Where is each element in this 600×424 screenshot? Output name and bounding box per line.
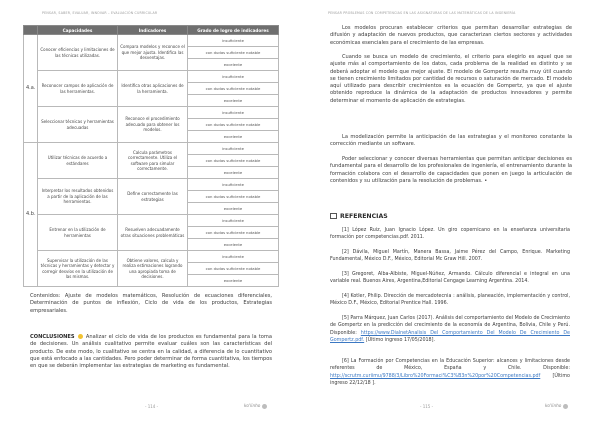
capacity-cell: Seleccionar técnicas y herramientas adecuadas: [38, 107, 118, 143]
level-cell: excelente: [188, 239, 279, 251]
reference-item: [2] Dávila, Miguel Martín, Manera Bassa, Jaime Pérez del Campo, Enrique. Marketing Fundamental, México D.F., México, Editorial Mc Graw Hill. 2007.: [330, 250, 570, 263]
capacities-table: [23, 25, 279, 287]
level-cell: con dudas suficiente notable: [188, 119, 279, 131]
reference-item: [330, 315, 570, 344]
level-cell: insuficiente: [188, 251, 279, 263]
reference-item: [1] López Ruiz, Juan Ignacio López. Un giro copernicano en la enseñanza universitaria formación por competencias.pdf. 2011.: [330, 228, 570, 241]
level-cell: insuficiente: [188, 179, 279, 191]
bulb-icon: [78, 334, 83, 339]
indicator-cell: Calcula parámetros correctamente. Utiliza el software para simular correctamente.: [118, 143, 188, 179]
reference-link[interactable]: http://scrutm.curiimu/9788/3/Libro%20Formaci%C3%B3n%20por%20Competencias.pdf: [330, 373, 541, 379]
indicator-cell: Resuelven adecuadamente otras situaciones problemáticas: [118, 215, 188, 251]
table-header: Capacidades: [38, 26, 118, 35]
conclusions-heading: CONCLUSIONES: [30, 334, 75, 340]
reference-item: [330, 358, 570, 387]
brand-logo-icon: [262, 404, 267, 409]
level-cell: insuficiente: [188, 143, 279, 155]
conclusions-text: Analizar el ciclo de vida de los productos es fundamental para la toma de decisiones. Un análisis cualitativo permite evaluar cuáles son las características del producto. De este modo, lo cualitativo se centra en la calidad, a diferencia de lo cuantitativo que está enfocado a las cantidades. Pero poder determinar de forma cuantitativa, los tiempos en que se deberán implementar las estrategias de marketing es fundamental.: [30, 334, 272, 370]
capacity-cell: Interpretar los resultados obtenidos a partir de la aplicación de las herramientas.: [38, 179, 118, 215]
brand-right: [545, 403, 568, 409]
table-row: [24, 179, 279, 191]
capacity-cell: Conocer eficiencias y limitaciones de las técnicas utilizadas.: [38, 35, 118, 71]
table-header: [24, 26, 38, 35]
reference-access-date: [Último ingreso 22/12/18 ].: [330, 373, 570, 386]
table-row: [24, 35, 279, 47]
level-cell: excelente: [188, 59, 279, 71]
reference-access-date: [Último ingreso 17/05/2018].: [365, 337, 436, 343]
indicator-cell: Define correctamente las estrategias: [118, 179, 188, 215]
table-header: Grado de logro de indicadores: [188, 26, 279, 35]
level-cell: excelente: [188, 167, 279, 179]
book-icon: [330, 213, 337, 219]
table-header-row: [24, 26, 279, 35]
brand-text: ko'linho: [244, 403, 261, 408]
brand-logo-icon: [563, 404, 568, 409]
table-row: [24, 143, 279, 155]
level-cell: con dudas suficiente notable: [188, 47, 279, 59]
level-cell: con dudas suficiente notable: [188, 227, 279, 239]
running-head-left: PENSAR, SABER, EVALUAR, INNOVAR – EVALUACIÓN CURRICULAR: [42, 11, 158, 15]
level-cell: excelente: [188, 203, 279, 215]
references-title: REFERENCIAS: [340, 213, 388, 220]
contents-paragraph: Contenidos: Ajuste de modelos matemáticos, Resolución de ecuaciones diferenciales, Determinación de puntos de inflexión, Ciclo de vida de los productos, Estrategias empresariales.: [30, 293, 272, 314]
group-label: 4.a.: [24, 35, 38, 143]
level-cell: insuficiente: [188, 71, 279, 83]
paragraph-1: Los modelos procuran establecer criterios que permitan desarrollar estrategias de difusión y adaptación de nuevos productos, que caracterizan ciertos sectores y actividades económicas esenciales para el crecimiento de las empresas.: [330, 25, 572, 46]
level-cell: con dudas suficiente notable: [188, 155, 279, 167]
paragraph-4: Poder seleccionar y conocer diversas herramientas que permitan anticipar decisiones es fundamental para el desarrollo de los profesionales de ingeniería, el entrenamiento durante la formación colabora con el desarrollo de capacidades que ponen en juego la articulación de contenidos y su utilización para la resolución de problemas. •: [330, 156, 572, 184]
running-head-right: PENSAR PROBLEMAS CON COMPETENCIAS EN LAS ASIGNATURAS DE LAS MATEMÁTICAS DE LA INGENIERÍA: [328, 11, 516, 15]
paragraph-3: La modelización permite la anticipación de las estrategias y el monitoreo constante la corrección mediante un software.: [330, 134, 572, 148]
capacity-cell: Supervisar la utilización de las técnicas y herramientas y detectar y corregir desvíos en la utilización de las mismas.: [38, 251, 118, 287]
reference-link[interactable]: https://www.DialnetAnalisis Del Comportamiento Del Modelo De Crecimiento De Gompertz.pdf.: [330, 330, 570, 343]
indicator-cell: Obtiene valores, calcula y realiza estimaciones logrando una apropiada toma de decisiones.: [118, 251, 188, 287]
level-cell: insuficiente: [188, 35, 279, 47]
capacity-cell: Entrenar en la utilización de herramientas: [38, 215, 118, 251]
group-label: 4.b.: [24, 143, 38, 287]
table-row: [24, 251, 279, 263]
page-number-right: - 115 -: [420, 404, 434, 409]
paragraph-2: Cuando se busca un modelo de crecimiento, el criterio para elegirlo es aquel que se ajuste más al comportamiento de los datos, cada problema de la realidad es distinto y se deberá adoptar el modelo que mejor ajuste. El modelo de Gompertz resulta muy útil cuando se tienen crecimiento limitados por cantidad de recursos o saturación de mercado. El modelo aquí utilizado para describir crecimientos es la ecuación de Gompertz, ya que el ajuste obtenido reproduce la dinámica de la adaptación de productos innovadores y permite determinar el momento de aplicación de estrategias.: [330, 54, 572, 104]
level-cell: insuficiente: [188, 215, 279, 227]
table-header: Indicadores: [118, 26, 188, 35]
references-heading: [330, 213, 388, 220]
reference-text: [5] Parra Márquez, Juan Carlos (2017). Análisis del comportamiento del Modelo de Crecimiento de Gompertz en la predicción del crecimiento de la economía de Argentina, Bolivia, Chile y Perú. Disponible:: [330, 316, 570, 336]
level-cell: excelente: [188, 275, 279, 287]
indicator-cell: Reconoce el procedimiento adecuado para obtener los modelos.: [118, 107, 188, 143]
capacity-cell: Utilizar técnicas de acuerdo a estándares: [38, 143, 118, 179]
page-number-left: - 114 -: [145, 404, 159, 409]
conclusions-paragraph: [30, 334, 272, 370]
level-cell: con dudas suficiente notable: [188, 191, 279, 203]
table-row: [24, 215, 279, 227]
reference-text: [6] La Formación por Competencias en la Educación Superior: alcances y limitaciones desde referentes de México, España y Chile. Disponible:: [330, 359, 570, 372]
brand-text: ko'linho: [545, 403, 562, 408]
level-cell: con dudas suficiente notable: [188, 263, 279, 275]
indicator-cell: Compara modelos y reconoce el que mejor ajusta. Identifica las desventajas.: [118, 35, 188, 71]
level-cell: excelente: [188, 131, 279, 143]
table-row: [24, 71, 279, 83]
level-cell: con dudas suficiente notable: [188, 83, 279, 95]
capacity-cell: Reconocer campos de aplicación de las herramientas.: [38, 71, 118, 107]
brand-left: [244, 403, 267, 409]
level-cell: excelente: [188, 95, 279, 107]
reference-item: [3] Gregoret, Alba-Albiste, Miguel-Núñez, Armando. Cálculo diferencial e integral en una variable real. Buenos Aires, Argentina,Editorial Cengage Learning Argentina. 2014.: [330, 272, 570, 285]
reference-item: [4] Kotler, Philip. Dirección de mercadotecnia : análisis, planeación, implementación y control, México D.F., México, Editorial Prentice Hall. 1996.: [330, 294, 570, 307]
table-row: [24, 107, 279, 119]
right-page: [300, 0, 600, 424]
indicator-cell: Identifica otras aplicaciones de la herramienta.: [118, 71, 188, 107]
level-cell: insuficiente: [188, 107, 279, 119]
